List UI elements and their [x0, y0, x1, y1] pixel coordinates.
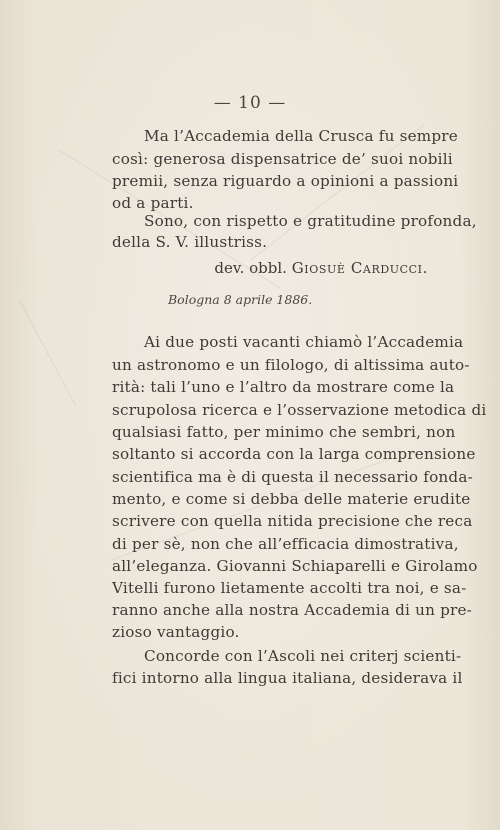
letter-closing: Sono, con rispetto e gratitudine profonda,: [144, 212, 477, 230]
body-line: zioso vantaggio.: [112, 623, 240, 641]
body-line: Ai due posti vacanti chiamò l’Accademia: [144, 333, 464, 351]
signature-name: Giosuè Carducci.: [291, 259, 428, 277]
body-line: mento, e come si debba delle materie erudite: [112, 490, 471, 508]
letter-line: premii, senza riguardo a opinioni a passioni: [112, 172, 459, 190]
body-line: Vitelli furono lietamente accolti tra noi, e sa-: [112, 579, 467, 597]
body-line: scientifica ma è di questa il necessario fonda-: [112, 468, 473, 486]
signature-prefix: dev. obbl.: [214, 259, 287, 277]
letter-line: così: generosa dispensatrice de’ suoi nobili: [112, 150, 453, 168]
body-line: di per sè, non che all’efficacia dimostrativa,: [112, 535, 459, 553]
body-line: scrupolosa ricerca e l’osservazione metodica di: [112, 401, 487, 419]
body-line: all’eleganza. Giovanni Schiaparelli e Girolamo: [112, 557, 478, 575]
body-line: qualsiasi fatto, per minimo che sembri, non: [112, 423, 456, 441]
body-line: scrivere con quella nitida precisione che reca: [112, 512, 473, 530]
letter-line: Ma l’Accademia della Crusca fu sempre: [144, 127, 458, 145]
page-crease: [19, 300, 76, 406]
body-line: un astronomo e un filologo, di altissima auto-: [112, 356, 470, 374]
signature: [112, 258, 428, 278]
letter-line: od a parti.: [112, 194, 194, 212]
letter-closing: della S. V. illustriss.: [112, 233, 268, 251]
page-number: — 10 —: [213, 93, 287, 113]
letter-date: Bologna 8 aprile 1886.: [168, 292, 313, 307]
body-line: Concorde con l’Ascoli nei criterj scienti-: [144, 647, 462, 665]
body-line: soltanto si accorda con la larga comprensione: [112, 445, 476, 463]
body-line: rità: tali l’uno e l’altro da mostrare come la: [112, 378, 455, 396]
body-line: ranno anche alla nostra Accademia di un pre-: [112, 601, 472, 619]
body-line: fici intorno alla lingua italiana, desiderava il: [112, 669, 463, 687]
